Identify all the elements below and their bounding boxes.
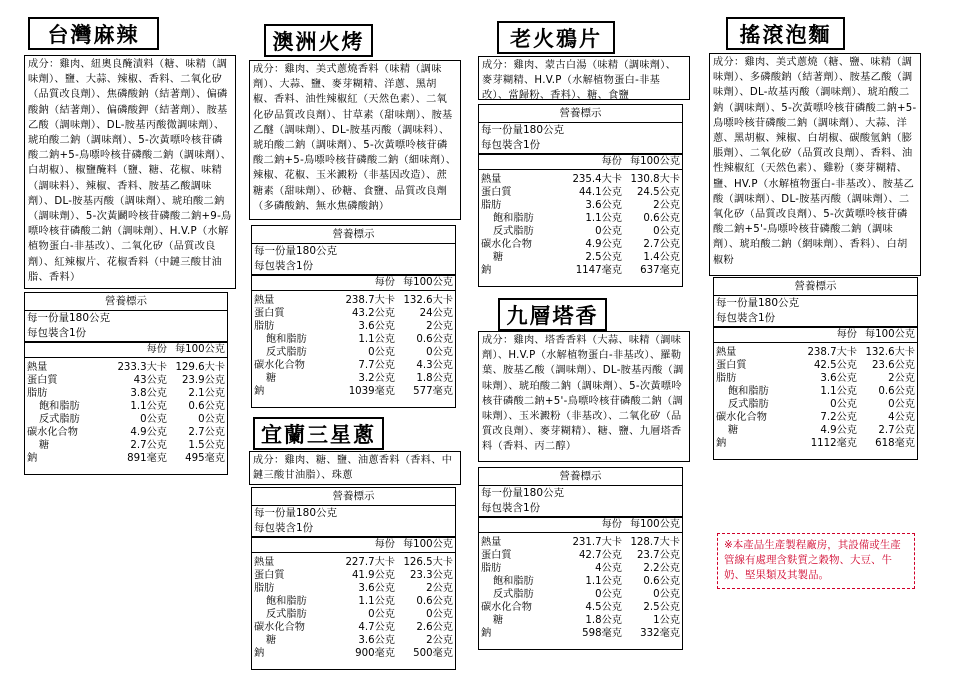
nutrient-name: 反式脂肪 <box>39 414 80 425</box>
per-100g-value: 1公克 <box>653 615 680 626</box>
per-serving-value: 598毫克 <box>582 628 622 639</box>
per-serving-value: 0公克 <box>595 589 622 600</box>
nutrient-name: 糖 <box>266 635 277 646</box>
per-serving-value: 2.7公克 <box>130 440 167 451</box>
per-serving-heading: 每份 <box>836 329 857 340</box>
nutrition-row <box>252 385 455 398</box>
per-100g-value: 0.6公克 <box>416 596 453 607</box>
per-100g-value: 4.3公克 <box>416 360 453 371</box>
per-100g-value: 332毫克 <box>640 628 680 639</box>
nutrient-name: 蛋白質 <box>254 570 285 581</box>
nutrient-name: 飽和脂肪 <box>493 576 534 587</box>
nutrition-row <box>252 372 455 385</box>
nutrition-row <box>479 627 682 640</box>
nutrient-name: 蛋白質 <box>481 187 512 198</box>
per-100g-value: 128.7大卡 <box>630 537 680 548</box>
per-100g-value: 637毫克 <box>640 265 680 276</box>
per-serving-value: 233.3大卡 <box>117 362 167 373</box>
nutrient-name: 蛋白質 <box>481 550 512 561</box>
per-serving-value: 42.5公克 <box>813 360 857 371</box>
nutrient-name: 反式脂肪 <box>266 347 307 358</box>
per-100g-heading: 每100公克 <box>402 277 453 288</box>
per-serving-value: 3.8公克 <box>130 388 167 399</box>
nutrient-name: 碳水化合物 <box>27 427 78 438</box>
per-100g-value: 126.5大卡 <box>403 557 453 568</box>
nutrient-name: 熱量 <box>27 362 48 373</box>
per-serving-value: 41.9公克 <box>351 570 395 581</box>
per-100g-value: 23.6公克 <box>871 360 915 371</box>
serving-size: 每一份量180公克 <box>716 297 800 309</box>
per-serving-value: 43.2公克 <box>351 308 395 319</box>
nutrition-row <box>714 398 917 411</box>
nutrient-name: 糖 <box>266 373 277 384</box>
nutrient-name: 飽和脂肪 <box>39 401 80 412</box>
per-serving-value: 1.8公克 <box>585 615 622 626</box>
nutrient-name: 碳水化合物 <box>481 239 532 250</box>
ingredients-duck: 成分：雞肉、蒙古白湯（味精（調味劑）、麥芽糊精、H.V.P（水解植物蛋白-非基改）、當歸粉、香料）、糖、食鹽 <box>478 56 690 100</box>
per-serving-value: 0公克 <box>595 226 622 237</box>
nutrition-row <box>714 385 917 398</box>
per-100g-value: 2公克 <box>888 373 915 384</box>
per-serving-value: 231.7大卡 <box>572 537 622 548</box>
nutrition-row <box>252 346 455 359</box>
nutrition-row <box>479 562 682 575</box>
nutrition-header: 營養標示 <box>479 468 682 486</box>
servings-per-package: 每包裝含1份 <box>254 521 314 534</box>
nutrition-row <box>479 601 682 614</box>
per-serving-value: 3.6公克 <box>820 373 857 384</box>
per-serving-value: 1.1公克 <box>820 386 857 397</box>
per-100g-value: 0公克 <box>426 347 453 358</box>
per-100g-value: 132.6大卡 <box>865 347 915 358</box>
nutrient-name: 飽和脂肪 <box>266 334 307 345</box>
nutrient-name: 蛋白質 <box>254 308 285 319</box>
ingredients-taiwan: 成分：雞肉、紐奧良醃漬料（糖、味精（調味劑）、鹽、大蒜、辣椒、香料、二氧化矽（品質改良劑）、焦磷酸鈉（結著劑）、偏磷酸鈉（結著劑）、偏磷酸鉀（結著劑）、胺基乙酸（調味劑）、DL-胺基丙酸微調味劑）、琥珀酸二鈉（調味劑）、5-次黃嘌呤核苷磷酸二鈉+5-鳥嘌呤核苷磷酸二鈉（調味劑）、白胡椒）、椒鹽醃料（鹽、糖、花椒、味精（調味料）、辣椒、香料、胺基乙酸調味劑）、DL-胺基丙酸（調味劑）、琥珀酸二鈉（調味劑）、5-次黃鬬呤核苷磷酸二鈉+9-鳥嘌呤核苷磷酸二鈉（調味劑）、H.V.P（水解植物蛋白-非基改）、二氧化矽（品質改良劑）、紅辣椒片、花椒香料（中鏈三酸甘油脂、香料） <box>24 55 236 289</box>
per-100g-value: 0公克 <box>198 414 225 425</box>
per-serving-value: 0公克 <box>368 609 395 620</box>
nutrient-name: 糖 <box>39 440 50 451</box>
nutrient-name: 脂肪 <box>481 200 502 211</box>
nutrient-name: 脂肪 <box>254 583 275 594</box>
nutrient-name: 飽和脂肪 <box>266 596 307 607</box>
nutrition-row <box>479 264 682 277</box>
per-100g-value: 495毫克 <box>185 453 225 464</box>
nutrition-row <box>252 333 455 346</box>
per-serving-value: 4.5公克 <box>585 602 622 613</box>
per-100g-value: 0.6公克 <box>416 334 453 345</box>
per-100g-value: 132.6大卡 <box>403 295 453 306</box>
per-serving-value: 227.7大卡 <box>345 557 395 568</box>
nutrient-name: 飽和脂肪 <box>493 213 534 224</box>
nutrition-row <box>25 374 227 387</box>
per-100g-heading: 每100公克 <box>174 344 225 355</box>
nutrition-row <box>479 614 682 627</box>
nutrition-row <box>252 634 455 647</box>
nutrient-name: 碳水化合物 <box>254 622 305 633</box>
nutrient-name: 蛋白質 <box>716 360 747 371</box>
per-serving-value: 235.4大卡 <box>572 174 622 185</box>
nutrition-row <box>479 212 682 225</box>
per-serving-value: 1.1公克 <box>130 401 167 412</box>
nutrient-name: 熱量 <box>481 174 502 185</box>
per-serving-heading: 每份 <box>146 344 167 355</box>
per-serving-value: 3.6公克 <box>358 583 395 594</box>
per-serving-value: 42.7公克 <box>578 550 622 561</box>
per-serving-value: 238.7大卡 <box>807 347 857 358</box>
product-title-australia: 澳洲火烤 <box>264 24 373 57</box>
per-100g-value: 1.8公克 <box>416 373 453 384</box>
nutrition-table-taiwan <box>24 292 228 475</box>
nutrition-column-header <box>25 341 227 358</box>
product-title-basil: 九層塔香 <box>498 298 607 331</box>
per-100g-value: 500毫克 <box>413 648 453 659</box>
per-serving-value: 238.7大卡 <box>345 295 395 306</box>
allergen-notice: ※本產品生產製程廠房，其設備或生產管線有處理含麩質之穀物、大豆、牛 奶、堅果類及其製品。 <box>717 533 915 589</box>
nutrient-name: 鈉 <box>27 453 38 464</box>
nutrient-name: 飽和脂肪 <box>728 386 769 397</box>
per-100g-value: 0.6公克 <box>643 213 680 224</box>
per-100g-value: 1.4公克 <box>643 252 680 263</box>
nutrition-row <box>25 426 227 439</box>
per-100g-value: 2公克 <box>426 635 453 646</box>
nutrient-name: 碳水化合物 <box>254 360 305 371</box>
nutrition-header: 營養標示 <box>479 105 682 123</box>
nutrient-name: 熱量 <box>716 347 737 358</box>
per-serving-value: 0公克 <box>140 414 167 425</box>
per-100g-value: 0公克 <box>653 589 680 600</box>
nutrition-row <box>479 238 682 251</box>
nutrient-name: 脂肪 <box>254 321 275 332</box>
nutrition-row <box>252 307 455 320</box>
per-100g-value: 2.7公克 <box>188 427 225 438</box>
ingredients-yilan: 成分：雞肉、糖、鹽、油蔥香料（香料、中鏈三酸甘油脂）、珠蔥 <box>249 451 461 485</box>
per-100g-value: 2.7公克 <box>643 239 680 250</box>
nutrition-row <box>479 225 682 238</box>
nutrition-row <box>252 359 455 372</box>
ingredients-rock: 成分：雞肉、美式蔥燒（糖、鹽、味精（調味劑）、多磷酸鈉（結著劑）、胺基乙酸（調味劑）、DL-故基丙酸（調味劑）、琥珀酸二鈉（調味劑）、5-次黃嘌呤核苷磷酸二鈉+5-鳥嘌呤核苷磷酸二鈉（調味劑）、大蒜、洋蔥、黑胡椒、辣椒、白胡椒、碳酸氫鈉（膨脹劑）、二氧化矽（品質改良劑）、香料、油性辣椒紅（天然色素）、雞粉（麥芽糊精、鹽、HV.P（水解植物蛋白-非基改）、胺基乙酸（調味劑）、DL-胺基丙酸（調味劑）、二氧化矽（品質改良劑）、5-次黃嘌呤核苷磷酸二鈉+5'-鳥嘌呤核苷磷酸二鈉（調味劑）、琥珀酸二鈉（網味劑）、香料）、白胡椒粉 <box>709 53 921 276</box>
product-title-duck: 老火鴉片 <box>497 21 615 54</box>
per-serving-value: 1.1公克 <box>358 334 395 345</box>
per-serving-value: 891毫克 <box>127 453 167 464</box>
nutrient-name: 熱量 <box>254 295 275 306</box>
nutrient-name: 鈉 <box>481 628 492 639</box>
per-serving-value: 1.1公克 <box>585 213 622 224</box>
nutrient-name: 脂肪 <box>481 563 502 574</box>
per-serving-value: 1147毫克 <box>575 265 622 276</box>
per-100g-value: 2公克 <box>653 200 680 211</box>
nutrient-name: 反式脂肪 <box>493 226 534 237</box>
per-serving-value: 43公克 <box>133 375 167 386</box>
nutrition-row <box>252 595 455 608</box>
per-serving-value: 3.6公克 <box>585 200 622 211</box>
nutrition-column-header <box>252 536 455 553</box>
per-serving-value: 1.1公克 <box>358 596 395 607</box>
product-title-taiwan: 台灣麻辣 <box>28 17 159 50</box>
nutrition-table-duck <box>478 104 683 287</box>
servings-per-package: 每包裝含1份 <box>254 259 314 272</box>
per-100g-value: 2公克 <box>426 321 453 332</box>
nutrient-name: 脂肪 <box>716 373 737 384</box>
nutrition-row <box>714 437 917 450</box>
nutrient-name: 鈉 <box>254 648 265 659</box>
per-serving-value: 3.6公克 <box>358 321 395 332</box>
per-100g-value: 618毫克 <box>875 438 915 449</box>
per-100g-value: 2.5公克 <box>643 602 680 613</box>
serving-size: 每一份量180公克 <box>27 312 111 324</box>
nutrition-row <box>479 536 682 549</box>
nutrition-header: 營養標示 <box>25 293 227 311</box>
per-100g-value: 23.3公克 <box>409 570 453 581</box>
per-serving-heading: 每份 <box>374 539 395 550</box>
nutrition-row <box>479 186 682 199</box>
nutrition-row <box>25 439 227 452</box>
servings-per-package: 每包裝含1份 <box>716 311 776 324</box>
per-serving-value: 7.2公克 <box>820 412 857 423</box>
nutrition-row <box>252 294 455 307</box>
nutrition-row <box>252 582 455 595</box>
per-100g-value: 0.6公克 <box>188 401 225 412</box>
per-100g-value: 0公克 <box>426 609 453 620</box>
nutrient-name: 糖 <box>493 615 504 626</box>
per-serving-value: 44.1公克 <box>578 187 622 198</box>
serving-size: 每一份量180公克 <box>254 245 338 257</box>
nutrition-row <box>714 411 917 424</box>
nutrition-row <box>479 173 682 186</box>
nutrition-column-header <box>252 274 455 291</box>
per-100g-value: 0.6公克 <box>878 386 915 397</box>
nutrient-name: 糖 <box>728 425 739 436</box>
per-100g-value: 24.5公克 <box>636 187 680 198</box>
servings-per-package: 每包裝含1份 <box>481 501 541 514</box>
nutrition-row <box>252 320 455 333</box>
nutrition-column-header <box>714 326 917 343</box>
nutrient-name: 反式脂肪 <box>728 399 769 410</box>
per-serving-value: 0公克 <box>830 399 857 410</box>
per-100g-value: 23.7公克 <box>636 550 680 561</box>
nutrition-column-header <box>479 516 682 533</box>
nutrition-table-yilan <box>251 487 456 670</box>
nutrient-name: 鈉 <box>716 438 727 449</box>
nutrition-row <box>479 575 682 588</box>
nutrition-row <box>479 549 682 562</box>
per-100g-value: 1.5公克 <box>188 440 225 451</box>
nutrition-row <box>25 452 227 465</box>
nutrition-row <box>714 359 917 372</box>
per-serving-value: 4.7公克 <box>358 622 395 633</box>
nutrient-name: 反式脂肪 <box>493 589 534 600</box>
per-100g-value: 130.8大卡 <box>630 174 680 185</box>
per-serving-value: 0公克 <box>368 347 395 358</box>
nutrient-name: 反式脂肪 <box>266 609 307 620</box>
nutrition-table-basil <box>478 467 683 650</box>
nutrient-name: 碳水化合物 <box>481 602 532 613</box>
serving-size: 每一份量180公克 <box>481 124 565 136</box>
nutrient-name: 鈉 <box>254 386 265 397</box>
nutrient-name: 熱量 <box>254 557 275 568</box>
per-serving-value: 900毫克 <box>355 648 395 659</box>
per-serving-value: 1112毫克 <box>810 438 857 449</box>
per-100g-value: 2.7公克 <box>878 425 915 436</box>
per-serving-value: 4公克 <box>595 563 622 574</box>
nutrition-row <box>714 346 917 359</box>
per-serving-value: 4.9公克 <box>585 239 622 250</box>
nutrition-row <box>25 413 227 426</box>
nutrition-header: 營養標示 <box>714 278 917 296</box>
per-100g-value: 23.9公克 <box>181 375 225 386</box>
product-title-rock: 搖滾泡麵 <box>726 17 845 50</box>
nutrition-row <box>252 569 455 582</box>
per-serving-value: 2.5公克 <box>585 252 622 263</box>
per-100g-value: 2公克 <box>426 583 453 594</box>
servings-per-package: 每包裝含1份 <box>481 138 541 151</box>
nutrition-header: 營養標示 <box>252 226 455 244</box>
per-serving-value: 4.9公克 <box>130 427 167 438</box>
per-100g-value: 2.6公克 <box>416 622 453 633</box>
per-100g-value: 0.6公克 <box>643 576 680 587</box>
nutrition-row <box>25 361 227 374</box>
nutrition-column-header <box>479 153 682 170</box>
nutrient-name: 鈉 <box>481 265 492 276</box>
nutrition-row <box>252 621 455 634</box>
nutrition-header: 營養標示 <box>252 488 455 506</box>
per-serving-value: 7.7公克 <box>358 360 395 371</box>
nutrition-row <box>25 400 227 413</box>
per-100g-value: 2.2公克 <box>643 563 680 574</box>
nutrient-name: 脂肪 <box>27 388 48 399</box>
serving-size: 每一份量180公克 <box>481 487 565 499</box>
ingredients-australia: 成分：雞肉、美式蔥燒香料（味精（調味劑）、大蒜、鹽、麥芽糊精、洋蔥、黑胡椒、香料、油性辣椒紅（天然色素）、二氧化矽品質改良劑）、甘草素（甜味劑）、胺基乙醚（調味劑）、DL-胺基丙酸（調味料）、琥珀酸二鈉（調味劑）、5-次黃嘌呤核苷磷酸二鈉+5-鳥嘌呤核苷磷酸二鈉（細味劑）、辣椒、花椒、玉米澱粉（非基因改造）、蔗糖素（甜味劑）、砂糖、食鹽、品質改良劑（多磷酸鈉、無水焦磷酸鈉） <box>249 60 461 220</box>
nutrient-name: 蛋白質 <box>27 375 58 386</box>
nutrition-table-australia <box>251 225 456 408</box>
serving-size: 每一份量180公克 <box>254 507 338 519</box>
nutrient-name: 糖 <box>493 252 504 263</box>
per-100g-value: 129.6大卡 <box>175 362 225 373</box>
nutrition-row <box>252 647 455 660</box>
ingredients-basil: 成分：雞肉、塔香香料（大蒜、味精（調味劑）、H.V.P（水解植物蛋白-非基改）、羅勒葉、胺基乙酸（調味劑）、DL-胺基丙酸（調味劑）、琥珀酸二鈉（調味劑）、5-次黃嘌呤核苷磷酸二鈉+5'-鳥嘌呤核苷磷酸二鈉（調味劑）、玉米澱粉（非基改）、二氧化矽（品質改良劑）、麥芽糊精）、糖、鹽、九層塔香料（香料、丙二醇） <box>478 331 690 462</box>
per-serving-heading: 每份 <box>601 156 622 167</box>
nutrition-row <box>714 424 917 437</box>
per-100g-value: 0公克 <box>888 399 915 410</box>
per-serving-heading: 每份 <box>374 277 395 288</box>
product-title-yilan: 宜蘭三星蔥 <box>253 417 384 450</box>
per-100g-value: 577毫克 <box>413 386 453 397</box>
nutrition-table-rock <box>713 277 918 460</box>
per-serving-value: 1.1公克 <box>585 576 622 587</box>
per-100g-value: 0公克 <box>653 226 680 237</box>
per-serving-value: 3.6公克 <box>358 635 395 646</box>
per-100g-value: 24公克 <box>419 308 453 319</box>
nutrition-row <box>479 199 682 212</box>
per-serving-heading: 每份 <box>601 519 622 530</box>
nutrition-row <box>25 387 227 400</box>
servings-per-package: 每包裝含1份 <box>27 326 87 339</box>
nutrition-row <box>479 251 682 264</box>
per-100g-heading: 每100公克 <box>629 519 680 530</box>
per-100g-heading: 每100公克 <box>402 539 453 550</box>
per-serving-value: 1039毫克 <box>348 386 395 397</box>
per-100g-heading: 每100公克 <box>864 329 915 340</box>
per-serving-value: 4.9公克 <box>820 425 857 436</box>
per-100g-value: 2.1公克 <box>188 388 225 399</box>
nutrient-name: 碳水化合物 <box>716 412 767 423</box>
nutrition-row <box>252 608 455 621</box>
per-100g-heading: 每100公克 <box>629 156 680 167</box>
nutrition-row <box>252 556 455 569</box>
nutrition-row <box>479 588 682 601</box>
nutrient-name: 熱量 <box>481 537 502 548</box>
nutrition-row <box>714 372 917 385</box>
per-serving-value: 3.2公克 <box>358 373 395 384</box>
per-100g-value: 4公克 <box>888 412 915 423</box>
